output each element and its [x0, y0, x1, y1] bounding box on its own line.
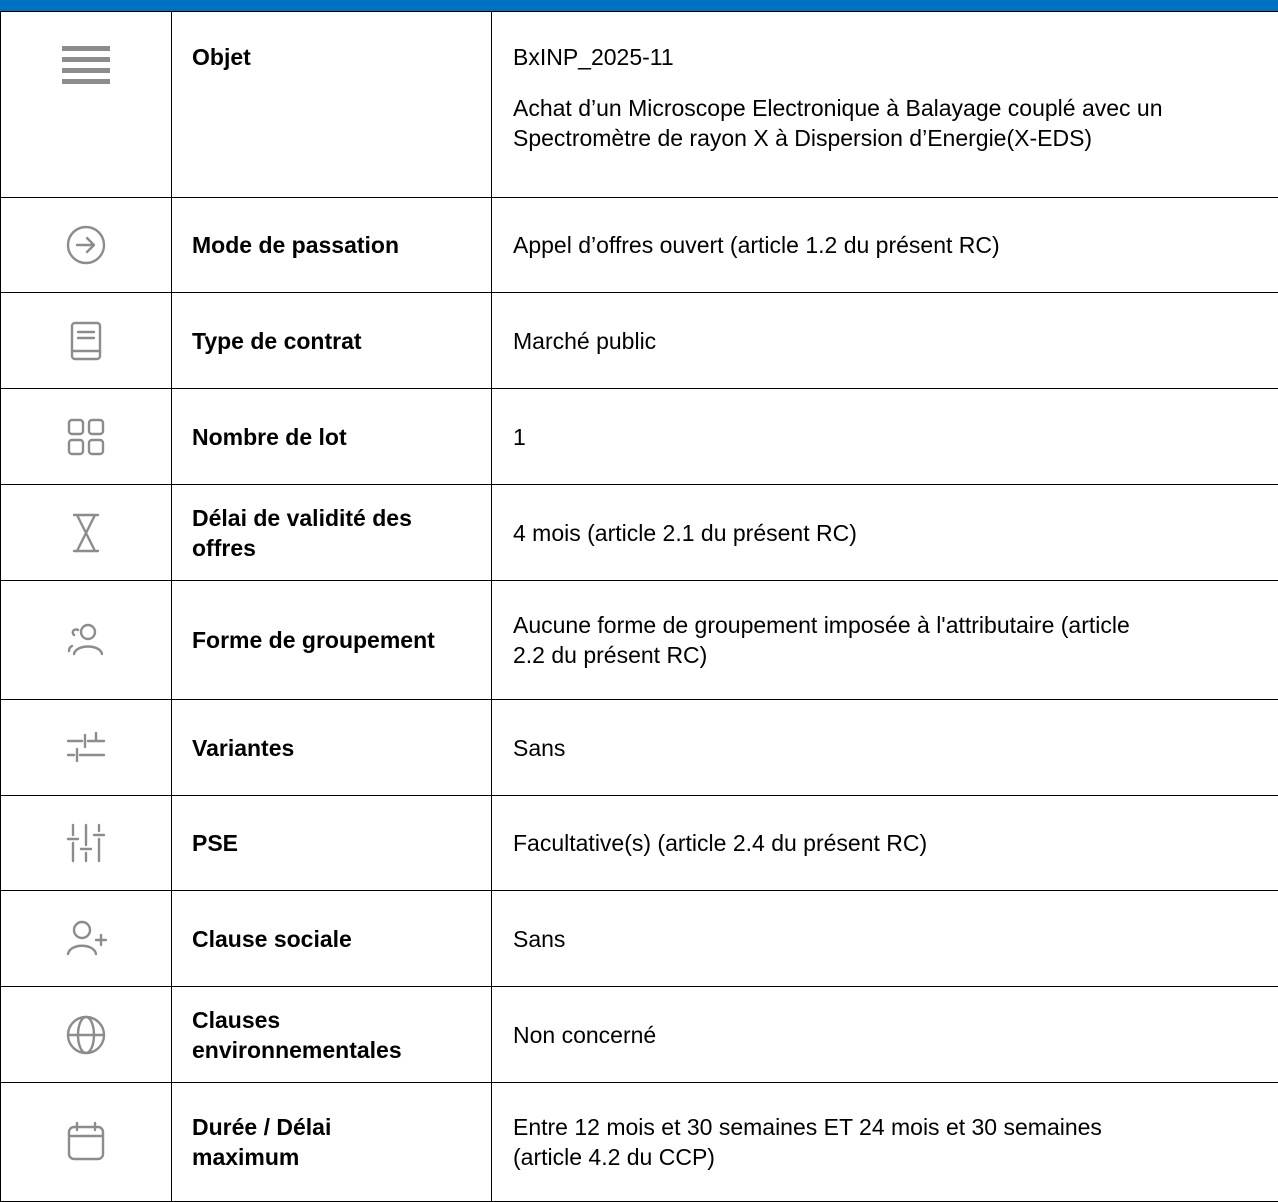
row-label: [172, 1083, 492, 1202]
row-value: Non concerné: [492, 987, 1278, 1083]
row-label: PSE: [172, 796, 492, 891]
row-value: Sans: [492, 891, 1278, 987]
value-line: (article 4.2 du CCP): [513, 1142, 1266, 1172]
icon-cell: [1, 796, 172, 891]
row-value: [492, 1083, 1278, 1202]
table-row-duree-delai-maximum: [1, 1083, 1278, 1202]
row-label: Clause sociale: [172, 891, 492, 987]
icon-cell: [1, 293, 172, 389]
row-value: [492, 12, 1278, 198]
sliders-horizontal-icon: [60, 722, 112, 774]
icon-cell: [1, 485, 172, 581]
row-value: Marché public: [492, 293, 1278, 389]
row-label: [172, 987, 492, 1083]
row-label: Forme de groupement: [172, 581, 492, 700]
row-value: Facultative(s) (article 2.4 du présent RC): [492, 796, 1278, 891]
table-row-nombre-de-lot: [1, 389, 1278, 485]
value-line: Spectromètre de rayon X à Dispersion d’Energie(X-EDS): [513, 123, 1266, 153]
document-icon: [60, 315, 112, 367]
hourglass-icon: [60, 507, 112, 559]
value-line: 2.2 du présent RC): [513, 640, 1266, 670]
table-row-pse: [1, 796, 1278, 891]
row-label: Objet: [172, 12, 492, 198]
value-line: Aucune forme de groupement imposée à l'attributaire (article: [513, 610, 1266, 640]
summary-table: [0, 11, 1278, 1202]
table-row-clauses-environnementales: [1, 987, 1278, 1083]
row-label: Mode de passation: [172, 198, 492, 293]
people-group-icon: [60, 614, 112, 666]
icon-cell: [1, 891, 172, 987]
calendar-icon: [60, 1116, 112, 1168]
icon-cell: [1, 389, 172, 485]
row-value: 4 mois (article 2.1 du présent RC): [492, 485, 1278, 581]
label-line: Durée / Délai: [192, 1112, 477, 1142]
sliders-vertical-icon: [60, 817, 112, 869]
row-label: Nombre de lot: [172, 389, 492, 485]
label-line: maximum: [192, 1142, 477, 1172]
value-line: Achat d’un Microscope Electronique à Balayage couplé avec un: [513, 93, 1266, 123]
table-row-type-de-contrat: [1, 293, 1278, 389]
user-add-icon: [60, 913, 112, 965]
icon-cell: [1, 581, 172, 700]
table-row-mode-de-passation: [1, 198, 1278, 293]
grid-squares-icon: [60, 411, 112, 463]
label-line: Clauses: [192, 1005, 477, 1035]
icon-cell: [1, 1083, 172, 1202]
row-value: Appel d’offres ouvert (article 1.2 du présent RC): [492, 198, 1278, 293]
header-bar: [0, 0, 1278, 11]
icon-cell: [1, 198, 172, 293]
label-line: Délai de validité des: [192, 503, 477, 533]
row-label: [172, 485, 492, 581]
row-value: Sans: [492, 700, 1278, 796]
table-row-delai-de-validite: [1, 485, 1278, 581]
icon-cell: [1, 12, 172, 198]
row-label: Type de contrat: [172, 293, 492, 389]
table-row-objet: [1, 12, 1278, 198]
menu-lines-icon: [60, 40, 112, 92]
row-value: 1: [492, 389, 1278, 485]
label-line: environnementales: [192, 1035, 477, 1065]
table-row-forme-de-groupement: [1, 581, 1278, 700]
value-line: Entre 12 mois et 30 semaines ET 24 mois et 30 semaines: [513, 1112, 1266, 1142]
label-line: offres: [192, 533, 477, 563]
icon-cell: [1, 987, 172, 1083]
table-row-variantes: [1, 700, 1278, 796]
table-row-clause-sociale: [1, 891, 1278, 987]
value-line: BxINP_2025-11: [513, 42, 1266, 72]
row-value: [492, 581, 1278, 700]
arrow-circle-right-icon: [60, 219, 112, 271]
icon-cell: [1, 700, 172, 796]
globe-icon: [60, 1009, 112, 1061]
row-label: Variantes: [172, 700, 492, 796]
